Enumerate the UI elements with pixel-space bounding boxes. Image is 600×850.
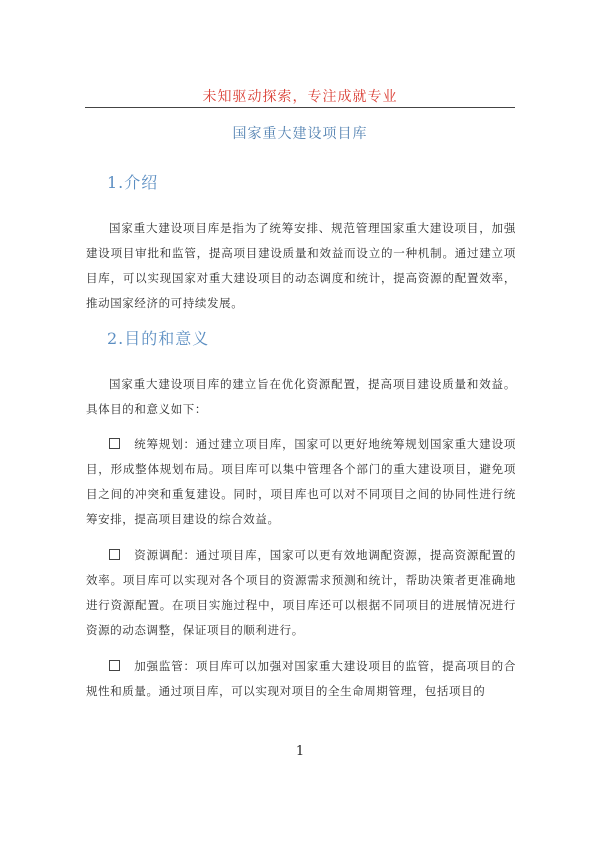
- purpose-paragraph: 国家重大建设项目库的建立旨在优化资源配置，提高项目建设质量和效益。具体目的和意义如下：: [86, 377, 516, 416]
- bullet-item-resources: [86, 543, 516, 643]
- header-slogan: 未知驱动探索，专注成就专业: [202, 89, 398, 105]
- bullet-text: 加强监管：项目库可以加强对国家重大建设项目的监管，提高项目的合规性和质量。通过项目库，可以实现对项目的全生命周期管理，包括项目的: [86, 659, 516, 698]
- section-heading-introduction: 1.介绍: [107, 173, 159, 192]
- document-title: 国家重大建设项目库: [232, 126, 368, 142]
- bullet-item-planning: [86, 432, 516, 532]
- bullet-text: 资源调配：通过项目库，国家可以更有效地调配资源，提高资源配置的效率。项目库可以实现对各个项目的资源需求预测和统计，帮助决策者更准确地进行资源配置。在项目实施过程中，项目库还可以根据不同项目的进展情况进行资源的动态调整，保证项目的顺利进行。: [86, 548, 516, 637]
- page-number: 1: [295, 744, 305, 759]
- bullet-text: 统筹规划：通过建立项目库，国家可以更好地统筹规划国家重大建设项目，形成整体规划布局。项目库可以集中管理各个部门的重大建设项目，避免项目之间的冲突和重复建设。同时，项目库也可以对不同项目之间的协同性进行统筹安排，提高项目建设的综合效益。: [86, 437, 516, 526]
- section-heading-purpose: 2.目的和意义: [107, 329, 210, 348]
- header-divider: [85, 107, 515, 108]
- checkbox-icon: [109, 438, 120, 449]
- bullet-item-supervision: [86, 654, 516, 704]
- checkbox-icon: [109, 660, 120, 671]
- checkbox-icon: [109, 549, 120, 560]
- introduction-paragraph: 国家重大建设项目库是指为了统筹安排、规范管理国家重大建设项目，加强建设项目审批和监管，提高项目建设质量和效益而设立的一种机制。通过建立项目库，可以实现国家对重大建设项目的动态调度和统计，提高资源的配置效率，推动国家经济的可持续发展。: [86, 221, 516, 310]
